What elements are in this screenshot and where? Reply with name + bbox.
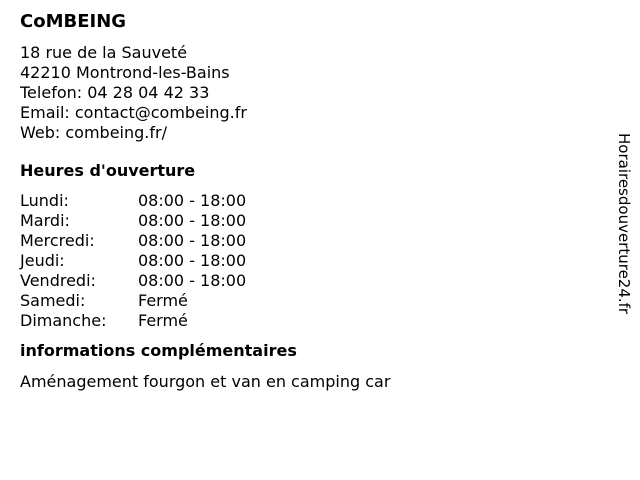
hours-row-wednesday [20,231,580,251]
hours-day-label: Samedi: [20,291,86,310]
additional-info-heading: informations complémentaires [20,341,297,360]
hours-day-label: Mardi: [20,211,70,230]
address-street: 18 rue de la Sauveté [20,43,188,62]
site-watermark: Horairesdouverture24.fr [615,133,633,315]
opening-hours-heading: Heures d'ouverture [20,161,196,180]
hours-time-value: Fermé [138,291,188,310]
hours-time-value: 08:00 - 18:00 [138,231,247,250]
hours-row-friday [20,271,580,291]
hours-row-monday [20,191,580,211]
hours-row-tuesday [20,211,580,231]
hours-time-value: 08:00 - 18:00 [138,251,247,270]
hours-day-label: Dimanche: [20,311,107,330]
hours-time-value: Fermé [138,311,188,330]
hours-time-value: 08:00 - 18:00 [138,191,247,210]
hours-day-label: Jeudi: [20,251,65,270]
phone-number: Telefon: 04 28 04 42 33 [20,83,210,102]
hours-time-value: 08:00 - 18:00 [138,271,247,290]
hours-day-label: Mercredi: [20,231,95,250]
hours-day-label: Vendredi: [20,271,96,290]
hours-row-thursday [20,251,580,271]
additional-info-text: Aménagement fourgon et van en camping car [20,372,391,391]
business-name: CoMBEING [20,11,127,32]
hours-row-sunday [20,311,580,331]
email-address: Email: contact@combeing.fr [20,103,247,122]
hours-time-value: 08:00 - 18:00 [138,211,247,230]
website-address: Web: combeing.fr/ [20,123,167,142]
address-city: 42210 Montrond-les-Bains [20,63,230,82]
business-card [20,10,580,392]
hours-row-saturday [20,291,580,311]
hours-day-label: Lundi: [20,191,69,210]
